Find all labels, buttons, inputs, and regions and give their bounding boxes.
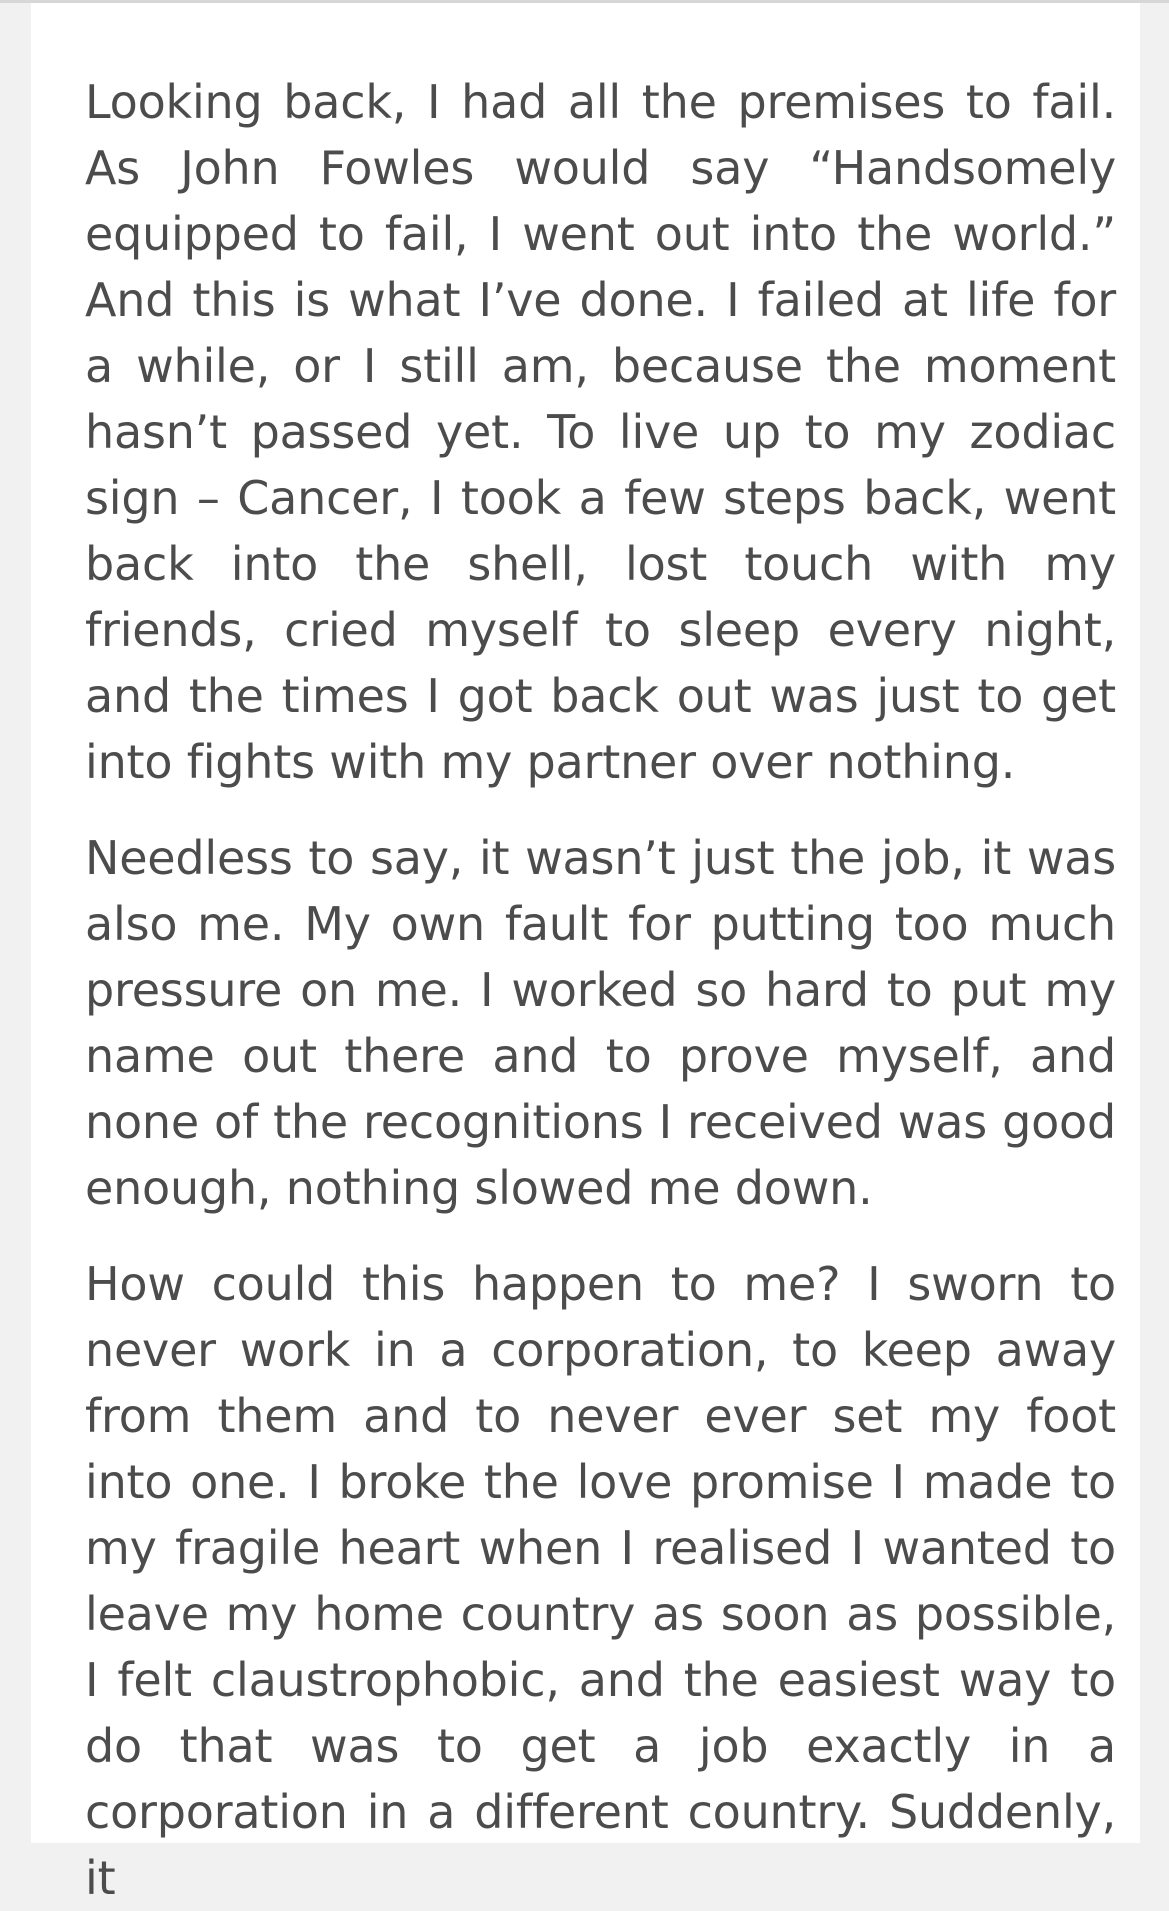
article-paragraph-2: Needless to say, it wasn’t just the job, it was also me. My own fault for putting too much pressure on me. I worked so hard to put my name out there and to prove myself, and none of the recognitions I received was good enough, nothing slowed me down. bbox=[85, 831, 1116, 1215]
article-page bbox=[31, 3, 1140, 1905]
article-paragraph-3: How could this happen to me? I sworn to never work in a corporation, to keep away from them and to never ever set my foot into one. I broke the love promise I made to my fragile heart when I realised I wanted to leave my home country as soon as possible, I felt claustrophobic, and the easiest way to do that was to get a job exactly in a corporation in a different country. Suddenly, it bbox=[85, 1257, 1116, 1905]
article-body bbox=[85, 69, 1116, 1911]
article-paragraph-1: Looking back, I had all the premises to fail. As John Fowles would say “Handsomely equipped to fail, I went out into the world.” And this is what I’ve done. I failed at life for a while, or I still am, because the moment hasn’t passed yet. To live up to my zodiac sign – Cancer, I took a few steps back, went back into the shell, lost touch with my friends, cried myself to sleep every night, and the times I got back out was just to get into fights with my partner over nothing. bbox=[85, 75, 1116, 789]
